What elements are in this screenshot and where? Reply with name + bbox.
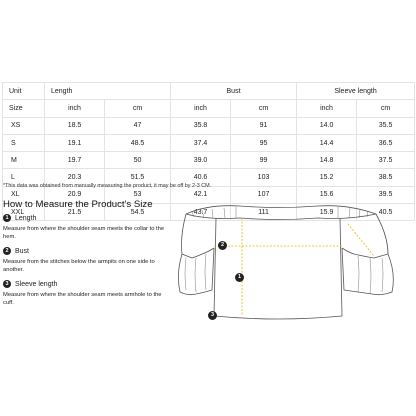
- table-cell: 15.2: [297, 169, 357, 186]
- table-cell: 39.0: [171, 152, 231, 169]
- off-shoulder-top-illustration: [178, 196, 412, 330]
- size-cell: L: [3, 169, 45, 186]
- table-cell: 21.5: [45, 204, 105, 221]
- table-row: [3, 134, 415, 151]
- table-cell: 36.5: [357, 134, 415, 151]
- table-cell: 14.4: [297, 134, 357, 151]
- size-cell: XL: [3, 186, 45, 203]
- subheader-cell: cm: [105, 100, 171, 117]
- size-cell: S: [3, 134, 45, 151]
- marker-sleeve: 3: [208, 311, 217, 320]
- table-cell: 91: [231, 117, 297, 134]
- table-cell: 40.6: [171, 169, 231, 186]
- table-cell: 48.5: [105, 134, 171, 151]
- table-cell: 51.5: [105, 169, 171, 186]
- table-cell: 43.7: [171, 204, 231, 221]
- table-cell: 111: [231, 204, 297, 221]
- instruction-label: Bust: [15, 247, 30, 255]
- marker-length: 1: [235, 273, 244, 282]
- table-cell: 47: [105, 117, 171, 134]
- table-cell: 19.7: [45, 152, 105, 169]
- table-cell: 14.8: [297, 152, 357, 169]
- subheader-cell: inch: [171, 100, 231, 117]
- header-bust: Bust: [171, 83, 297, 100]
- right-sleeve: [342, 214, 388, 258]
- table-cell: 40.5: [357, 204, 415, 221]
- instruction-bust: [3, 246, 173, 274]
- subheader-cell: inch: [45, 100, 105, 117]
- table-cell: 14.0: [297, 117, 357, 134]
- howto-title: How to Measure the Product's Size: [3, 199, 153, 210]
- number-badge-3: 3: [3, 280, 11, 288]
- table-cell: 99: [231, 152, 297, 169]
- subheader-cell: cm: [231, 100, 297, 117]
- table-cell: 39.5: [357, 186, 415, 203]
- number-badge-1: 1: [3, 214, 11, 222]
- left-sleeve: [182, 214, 215, 258]
- table-row: [3, 152, 415, 169]
- sleeve-measure-line: [348, 224, 374, 256]
- table-cell: 95: [231, 134, 297, 151]
- table-cell: 38.5: [357, 169, 415, 186]
- garment-diagram: [178, 196, 412, 330]
- garment-body: [214, 218, 342, 319]
- marker-bust: 2: [218, 241, 227, 250]
- subheader-cell: inch: [297, 100, 357, 117]
- table-cell: 19.1: [45, 134, 105, 151]
- table-cell: 42.1: [171, 186, 231, 203]
- header-size: Size: [3, 100, 45, 117]
- table-cell: 20.9: [45, 186, 105, 203]
- table-cell: 18.5: [45, 117, 105, 134]
- table-cell: 54.5: [105, 204, 171, 221]
- table-cell: 20.3: [45, 169, 105, 186]
- header-sleeve-length: Sleeve length: [297, 83, 415, 100]
- header-unit: Unit: [3, 83, 45, 100]
- instruction-description: Measure from the stitches below the armpits on one side to another.: [3, 259, 155, 273]
- table-cell: 107: [231, 186, 297, 203]
- instruction-length: [3, 213, 173, 241]
- instruction-description: Measure from where the shoulder seam meets armhole to the cuff.: [3, 292, 162, 306]
- instruction-label: Length: [15, 214, 37, 222]
- table-cell: 15.9: [297, 204, 357, 221]
- table-cell: 37.4: [171, 134, 231, 151]
- table-cell: 103: [231, 169, 297, 186]
- number-badge-2: 2: [3, 247, 11, 255]
- instruction-sleeve-length: [3, 279, 173, 307]
- table-cell: 53: [105, 186, 171, 203]
- size-cell: XXL: [3, 204, 45, 221]
- table-cell: 35.5: [357, 117, 415, 134]
- table-header-row: [3, 83, 415, 100]
- header-length: Length: [45, 83, 171, 100]
- table-cell: 15.6: [297, 186, 357, 203]
- neckline-band: [186, 206, 376, 214]
- table-cell: 50: [105, 152, 171, 169]
- size-cell: M: [3, 152, 45, 169]
- measurement-footnote: *This data was obtained from manually measuring the product, it may be off by 2-3 CM.: [3, 183, 212, 189]
- instruction-label: Sleeve length: [15, 280, 58, 288]
- subheader-cell: cm: [357, 100, 415, 117]
- table-cell: 35.8: [171, 117, 231, 134]
- instruction-description: Measure from where the shoulder seam meets the collar to the hem.: [3, 226, 165, 240]
- size-cell: XS: [3, 117, 45, 134]
- table-row: [3, 117, 415, 134]
- table-cell: 37.5: [357, 152, 415, 169]
- table-subheader-row: [3, 100, 415, 117]
